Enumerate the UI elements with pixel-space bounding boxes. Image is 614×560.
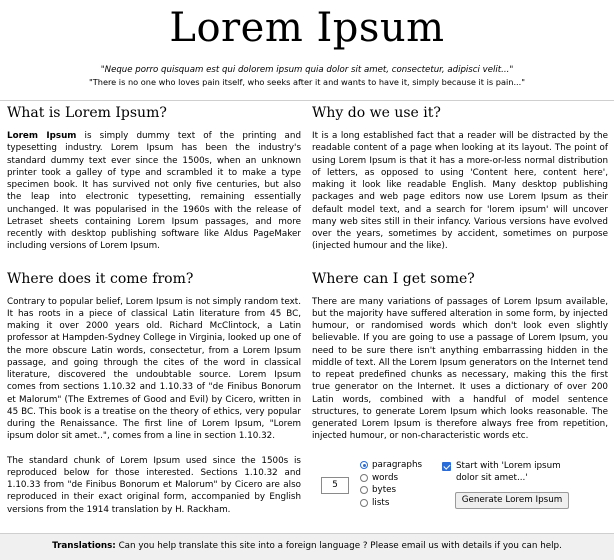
radio-bytes-label: bytes	[372, 485, 397, 495]
radio-words-label: words	[372, 472, 399, 483]
why-heading: Why do we use it?	[312, 105, 441, 121]
footer	[0, 533, 614, 560]
radio-paragraphs-control[interactable]	[360, 461, 368, 469]
banner	[0, 5, 614, 88]
footer-label: Translations:	[52, 541, 116, 551]
what-strong: Lorem Ipsum	[7, 131, 77, 141]
latin-quote: "Neque porro quisquam est qui dolorem ipsum quia dolor sit amet, consectetur, adipisci velit..."	[100, 65, 514, 75]
what-text: is simply dummy text of the printing and typesetting industry. Lorem Ipsum has been the industry's standard dummy text ever since the 1500s, when an unknown printer took a galley of type and scrambled it to make a type specimen book. It has survived not only five centuries, but also the leap into electronic typesetting, remaining essentially unchanged. It was popularised in the 1960s with the release of Letraset sheets containing Lorem Ipsum passages, and more recently with desktop publishing software like Aldus PageMaker including versions of Lorem Ipsum.	[7, 131, 302, 252]
where-get-paragraph: There are many variations of passages of Lorem Ipsum available, but the majority have suffered alteration in some form, by injected humour, or randomised words which don't look even slightly believable. If you are going to use a passage of Lorem Ipsum, you need to be sure there isn't anything embarrassing hidden in the middle of text. All the Lorem Ipsum generators on the Internet tend to repeat predefined chunks as necessary, making this the first true generator on the Internet. It uses a dictionary of over 200 Latin words, combined with a handful of model sentence structures, to generate Lorem Ipsum which looks reasonable. The generated Lorem Ipsum is therefore always free from repetition, injected humour, or non-characteristic words etc.	[312, 296, 608, 442]
where-from-paragraph-1: Contrary to popular belief, Lorem Ipsum is not simply random text. It has roots in a piece of classical Latin literature from 45 BC, making it over 2000 years old. Richard McClintock, a Latin professor at Hampden-Sydney College in Virginia, looked up one of the more obscure Latin words, consectetur, from a Lorem Ipsum passage, and going through the cites of the word in classical literature, discovered the undoubtable source. Lorem Ipsum comes from sections 1.10.32 and 1.10.33 of "de Finibus Bonorum et Malorum" (The Extremes of Good and Evil) by Cicero, written in 45 BC. This book is a treatise on the theory of ethics, very popular during the Renaissance. The first line of Lorem Ipsum, "Lorem ipsum dolor sit amet..", comes from a line in section 1.10.32.	[7, 296, 301, 442]
footer-text: Can you help translate this site into a foreign language ? Please email us with details if you can help.	[115, 541, 562, 551]
radio-lists-control[interactable]	[360, 499, 368, 507]
start-with-checkbox[interactable]	[442, 462, 451, 471]
where-from-heading: Where does it come from?	[7, 270, 194, 287]
unit-radio-group	[360, 459, 422, 509]
site-title: Lorem Ipsum	[169, 5, 445, 51]
radio-words-control[interactable]	[360, 474, 368, 482]
radio-lists[interactable]	[360, 497, 422, 510]
radio-paragraphs-label: paragraphs	[372, 460, 423, 470]
what-paragraph	[7, 130, 301, 253]
amount-input[interactable]: 5	[321, 477, 349, 494]
what-heading: What is Lorem Ipsum?	[7, 105, 167, 121]
radio-bytes-control[interactable]	[360, 486, 368, 494]
generator-form	[321, 459, 611, 517]
left-column	[7, 104, 301, 516]
start-with-option[interactable]	[442, 461, 566, 484]
start-with-label: Start with 'Lorem ipsum dolor sit amet...'	[456, 461, 561, 483]
where-from-paragraph-2: The standard chunk of Lorem Ipsum used since the 1500s is reproduced below for those interested. Sections 1.10.32 and 1.10.33 from "de Finibus Bonorum et Malorum" by Cicero are also reproduced in their exact original form, accompanied by English versions from the 1914 translation by H. Rackham.	[7, 455, 301, 515]
header-divider	[0, 100, 614, 101]
radio-paragraphs[interactable]	[360, 459, 422, 472]
why-paragraph: It is a long established fact that a reader will be distracted by the readable content of a page when looking at its layout. The point of using Lorem Ipsum is that it has a more-or-less normal distribution of letters, as opposed to using 'Content here, content here', making it look like readable English. Many desktop publishing packages and web page editors now use Lorem Ipsum as their default model text, and a search for 'lorem ipsum' will uncover many web sites still in their infancy. Various versions have evolved over the years, sometimes by accident, sometimes on purpose (injected humour and the like).	[312, 131, 608, 252]
right-column	[312, 104, 608, 443]
radio-lists-label: lists	[372, 497, 390, 508]
where-get-heading: Where can I get some?	[312, 270, 475, 287]
radio-bytes[interactable]	[360, 484, 422, 497]
english-quote: "There is no one who loves pain itself, who seeks after it and wants to have it, simply because it is pain..."	[88, 77, 526, 87]
generate-button[interactable]: Generate Lorem Ipsum	[455, 492, 569, 509]
radio-words[interactable]	[360, 472, 422, 485]
